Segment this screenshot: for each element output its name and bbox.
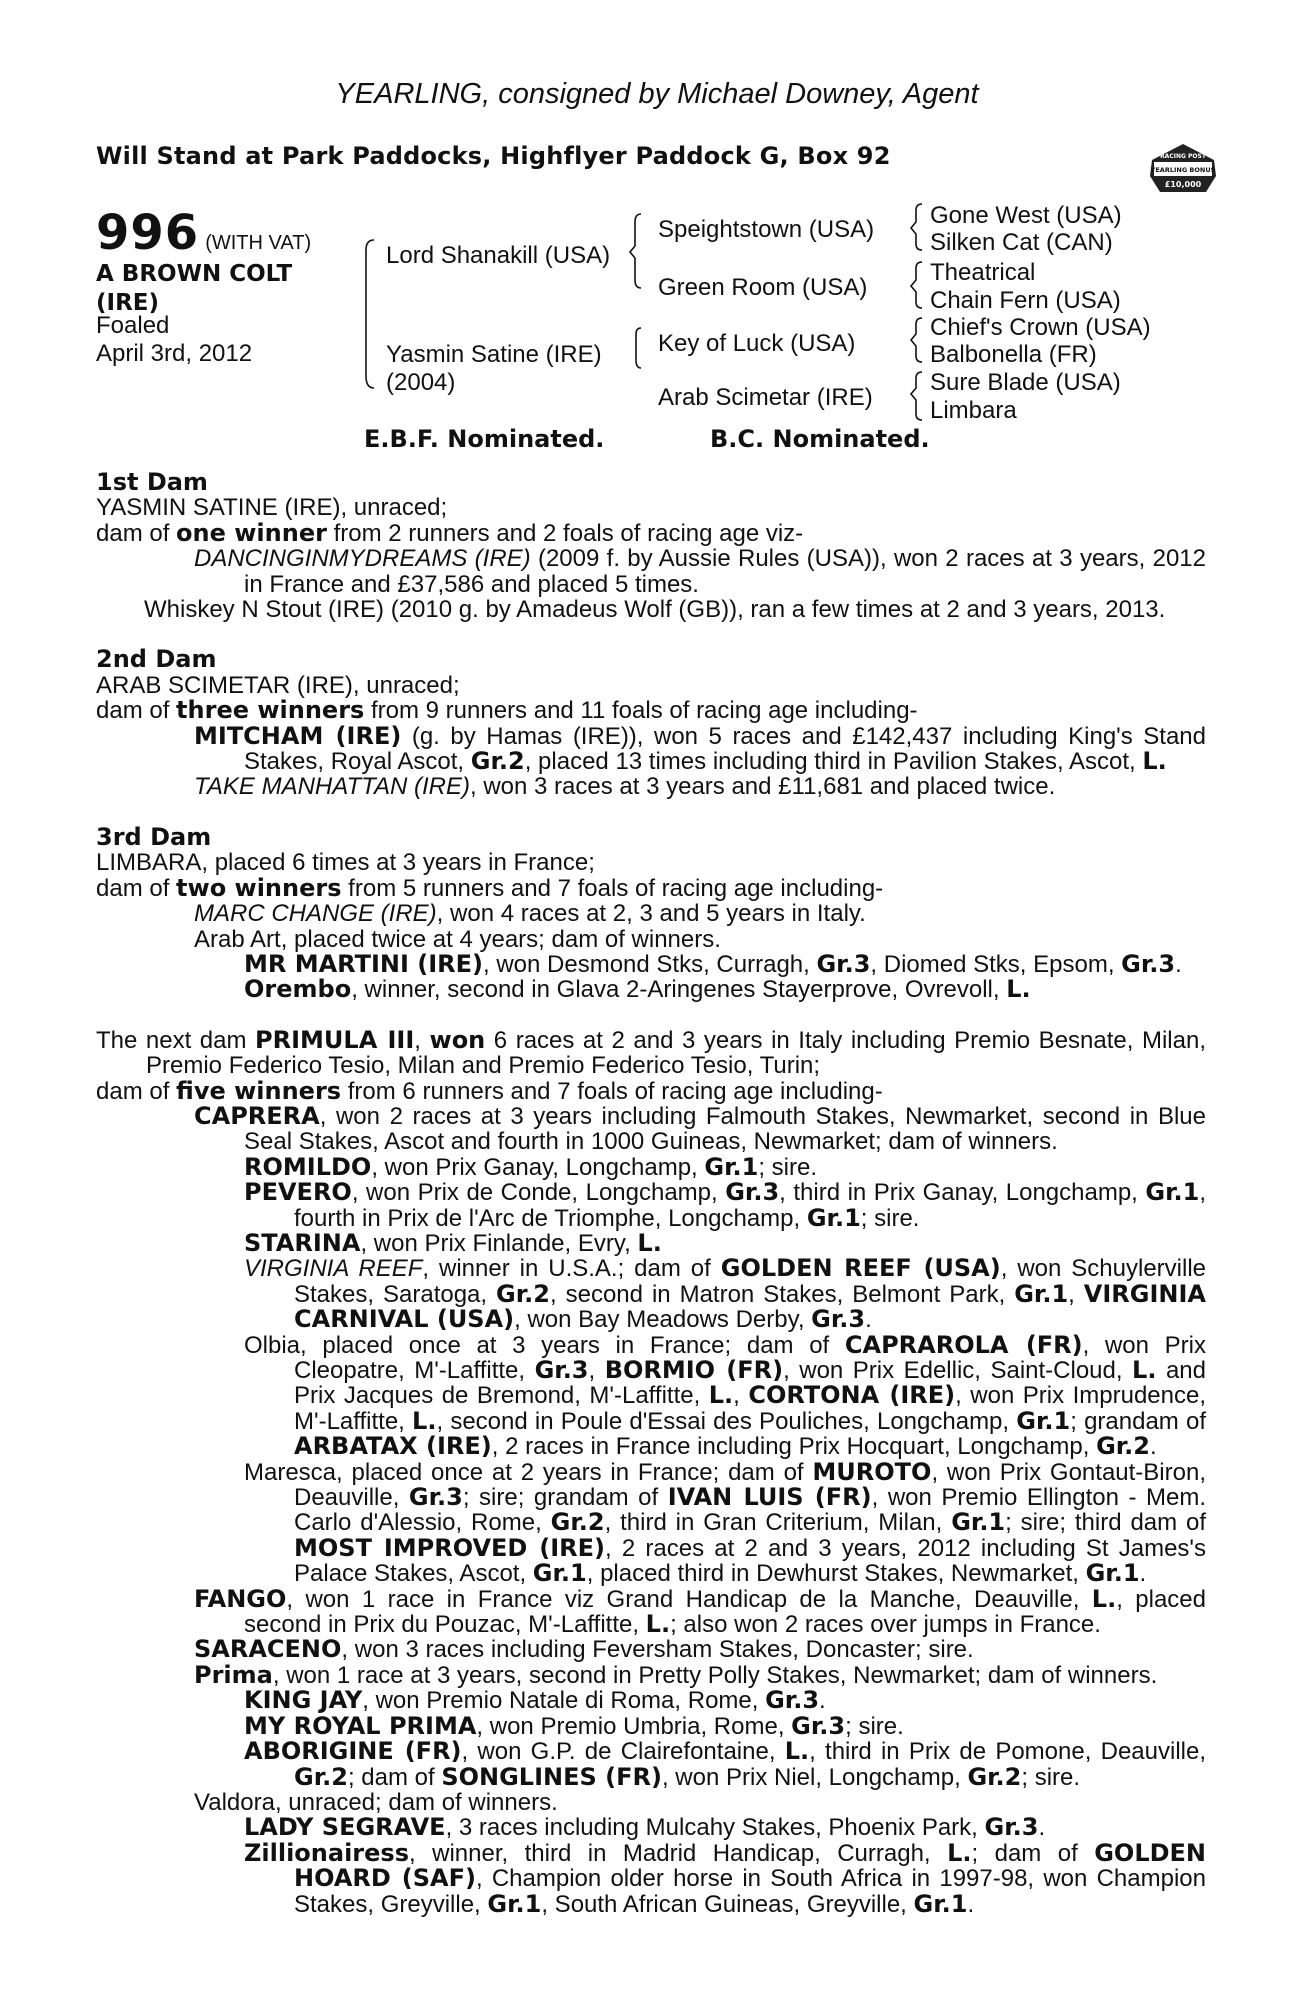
third-dam-runner-2: Arab Art, placed twice at 4 years; dam of winners.: [194, 925, 721, 953]
gg-6: Balbonella (FR): [930, 341, 1097, 368]
second-dam-runner-1: MITCHAM (IRE) (g. by Hamas (IRE)), won 5 races and £142,437 including King's Stand Stakes, Royal Ascot, Gr.2, placed 13 times including third in Pavilion Stakes, Ascot, L.: [194, 721, 1207, 776]
first-dam-runner-2: Whiskey N Stout (IRE) (2010 g. by Amadeus Wolf (GB)), ran a few times at 2 and 3 years, 2013.: [144, 596, 1166, 624]
romildo-entry: ROMILDO, won Prix Ganay, Longchamp, Gr.1; sire.: [244, 1152, 817, 1181]
second-dam-heading: 2nd Dam: [96, 645, 217, 674]
prima-entry: Prima, won 1 race at 3 years, second in Pretty Polly Stakes, Newmarket; dam of winners.: [194, 1660, 1158, 1689]
fango-entry: FANGO, won 1 race in France viz Grand Handicap de la Manche, Deauville, L., placed second in Prix du Pouzac, M'-Laffitte, L.; also won 2 races over jumps in France.: [194, 1584, 1206, 1639]
bracket-dam: [636, 328, 641, 368]
dam-dam-name: Arab Scimetar (IRE): [658, 384, 873, 411]
dam-year: (2004): [386, 369, 456, 396]
saraceno-entry: SARACENO, won 3 races including Feversham Stakes, Doncaster; sire.: [194, 1635, 974, 1664]
first-dam-runner-1: DANCINGINMYDREAMS (IRE) (2009 f. by Aussie Rules (USA)), won 2 races at 3 years, 2012 in France and £37,586 and placed 5 times.: [194, 545, 1206, 598]
third-dam-grandchild-2: Orembo, winner, second in Glava 2-Aringenes Stayerprove, Ovrevoll, L.: [244, 975, 1031, 1004]
aborigine-entry: ABORIGINE (FR), won G.P. de Clairefontaine, L., third in Prix de Pomone, Deauville, Gr.2; dam of SONGLINES (FR), won Prix Niel, Longchamp, Gr.2; sire.: [244, 1737, 1207, 1791]
my-royal-prima-entry: MY ROYAL PRIMA, won Premio Umbria, Rome, Gr.3; sire.: [244, 1711, 904, 1740]
olbia-entry: Olbia, placed once at 3 years in France; dam of CAPRAROLA (FR), won Prix Cleopatre, M'-Laffitte, Gr.3, BORMIO (FR), won Prix Edellic, Saint-Cloud, L. and Prix Jacques de Bremond, M'-Laffitte, L., CORTONA (IRE), won Prix Imprudence, M'-Laffitte, L., second in Poule d'Essai des Pouliches, Longchamp, Gr.1; grandam of ARBATAX (IRE), 2 races in France including Prix Hocquart, Longchamp, Gr.2.: [244, 1330, 1207, 1461]
bracket-g4: [911, 372, 922, 420]
description-line-2: (IRE): [96, 290, 160, 316]
gg-2: Silken Cat (CAN): [930, 229, 1113, 256]
first-dam-heading: 1st Dam: [96, 468, 208, 496]
starina-entry: STARINA, won Prix Finlande, Evry, L.: [244, 1228, 662, 1257]
bracket-g2: [911, 262, 922, 308]
sire-name: Lord Shanakill (USA): [386, 242, 611, 269]
vat-label: (WITH VAT): [205, 232, 312, 254]
badge-bottom-text: £10,000: [1164, 180, 1202, 189]
gg-4: Chain Fern (USA): [930, 287, 1121, 314]
second-dam-runner-2: TAKE MANHATTAN (IRE), won 3 races at 3 years and £11,681 and placed twice.: [194, 773, 1056, 801]
bracket-g1: [911, 204, 922, 250]
virginia-reef-entry: VIRGINIA REEF, winner in U.S.A.; dam of GOLDEN REEF (USA), won Schuylerville Stakes, Saratoga, Gr.2, second in Matron Stakes, Belmont Park, Gr.1, VIRGINIA CARNIVAL (USA), won Bay Meadows Derby, Gr.3.: [244, 1254, 1207, 1334]
valdora-entry: Valdora, unraced; dam of winners.: [194, 1788, 558, 1816]
gg-3: Theatrical: [930, 259, 1036, 286]
first-dam-name: YASMIN SATINE (IRE), unraced;: [96, 494, 448, 522]
sire-sire-name: Speightstown (USA): [658, 216, 875, 243]
foaled-label: Foaled: [96, 312, 170, 339]
next-dam-produce: dam of five winners from 6 runners and 7 foals of racing age including-: [96, 1076, 883, 1105]
bc-nominated: B.C. Nominated.: [710, 425, 930, 453]
bracket-parents: [366, 240, 374, 388]
next-dam-paragraph: The next dam PRIMULA III, won 6 races at 2 and 3 years in Italy including Premio Besnate, Milan, Premio Federico Tesio, Milan and Premio Federico Tesio, Turin;: [96, 1025, 1206, 1080]
third-dam-produce: dam of two winners from 5 runners and 7 foals of racing age including-: [96, 873, 884, 902]
consignment-line: YEARLING, consigned by Michael Downey, Agent: [335, 78, 979, 110]
gg-1: Gone West (USA): [930, 202, 1122, 229]
stand-location: Will Stand at Park Paddocks, Highflyer Paddock G, Box 92: [96, 142, 891, 170]
king-jay-entry: KING JAY, won Premio Natale di Roma, Rome, Gr.3.: [244, 1686, 826, 1715]
gg-7: Sure Blade (USA): [930, 369, 1121, 396]
second-dam-produce: dam of three winners from 9 runners and 11 foals of racing age including-: [96, 696, 918, 725]
dam-sire-name: Key of Luck (USA): [658, 330, 856, 357]
third-dam-grandchild-1: MR MARTINI (IRE), won Desmond Stks, Curragh, Gr.3, Diomed Stks, Epsom, Gr.3.: [244, 949, 1182, 978]
third-dam-heading: 3rd Dam: [96, 822, 212, 851]
maresca-entry: Maresca, placed once at 2 years in France; dam of MUROTO, won Prix Gontaut-Biron, Deauville, Gr.3; sire; grandam of IVAN LUIS (FR), won Premio Ellington - Mem. Carlo d'Alessio, Rome, Gr.2, third in Gran Criterium, Milan, Gr.1; sire; third dam of MOST IMPROVED (IRE), 2 races at 2 and 3 years, 2012 including St James's Palace Stakes, Ascot, Gr.1, placed third in Dewhurst Stakes, Newmarket, Gr.1.: [244, 1457, 1207, 1588]
third-dam-runner-1: MARC CHANGE (IRE), won 4 races at 2, 3 and 5 years in Italy.: [194, 900, 866, 928]
pevero-entry: PEVERO, won Prix de Conde, Longchamp, Gr.3, third in Prix Ganay, Longchamp, Gr.1, fourth in Prix de l'Arc de Triomphe, Longchamp, Gr.1; sire.: [244, 1178, 1206, 1232]
third-dam-name: LIMBARA, placed 6 times at 3 years in France;: [96, 849, 595, 877]
zillionairess-entry: Zillionairess, winner, third in Madrid Handicap, Curragh, L.; dam of GOLDEN HOARD (SAF), Champion older horse in South Africa in 1997-98, won Champion Stakes, Greyville, Gr.1, South African Guineas, Greyville, Gr.1.: [244, 1838, 1207, 1918]
lady-segrave-entry: LADY SEGRAVE, 3 races including Mulcahy Stakes, Phoenix Park, Gr.3.: [244, 1813, 1046, 1842]
gg-5: Chief's Crown (USA): [930, 314, 1151, 341]
caprera-entry: CAPRERA, won 2 races at 3 years including Falmouth Stakes, Newmarket, second in Blue Seal Stakes, Ascot and fourth in 1000 Guineas, Newmarket; dam of winners.: [194, 1101, 1206, 1156]
badge-top-text: RACING POST: [1160, 153, 1206, 160]
dam-name: Yasmin Satine (IRE): [386, 341, 602, 368]
first-dam-produce: dam of one winner from 2 runners and 2 foals of racing age viz-: [96, 518, 804, 547]
foaled-date: April 3rd, 2012: [96, 340, 253, 367]
bracket-g3: [911, 318, 922, 362]
sire-dam-name: Green Room (USA): [658, 274, 868, 301]
pedigree-notes: [96, 470, 1206, 1917]
description-line-1: A BROWN COLT: [96, 261, 293, 287]
badge-mid-text: YEARLING BONUS: [1150, 166, 1216, 174]
bracket-sire: [630, 214, 641, 288]
lot-number: 996: [96, 205, 200, 261]
second-dam-name: ARAB SCIMETAR (IRE), unraced;: [96, 671, 460, 699]
gg-8: Limbara: [930, 397, 1017, 424]
ebf-nominated: E.B.F. Nominated.: [364, 425, 605, 453]
